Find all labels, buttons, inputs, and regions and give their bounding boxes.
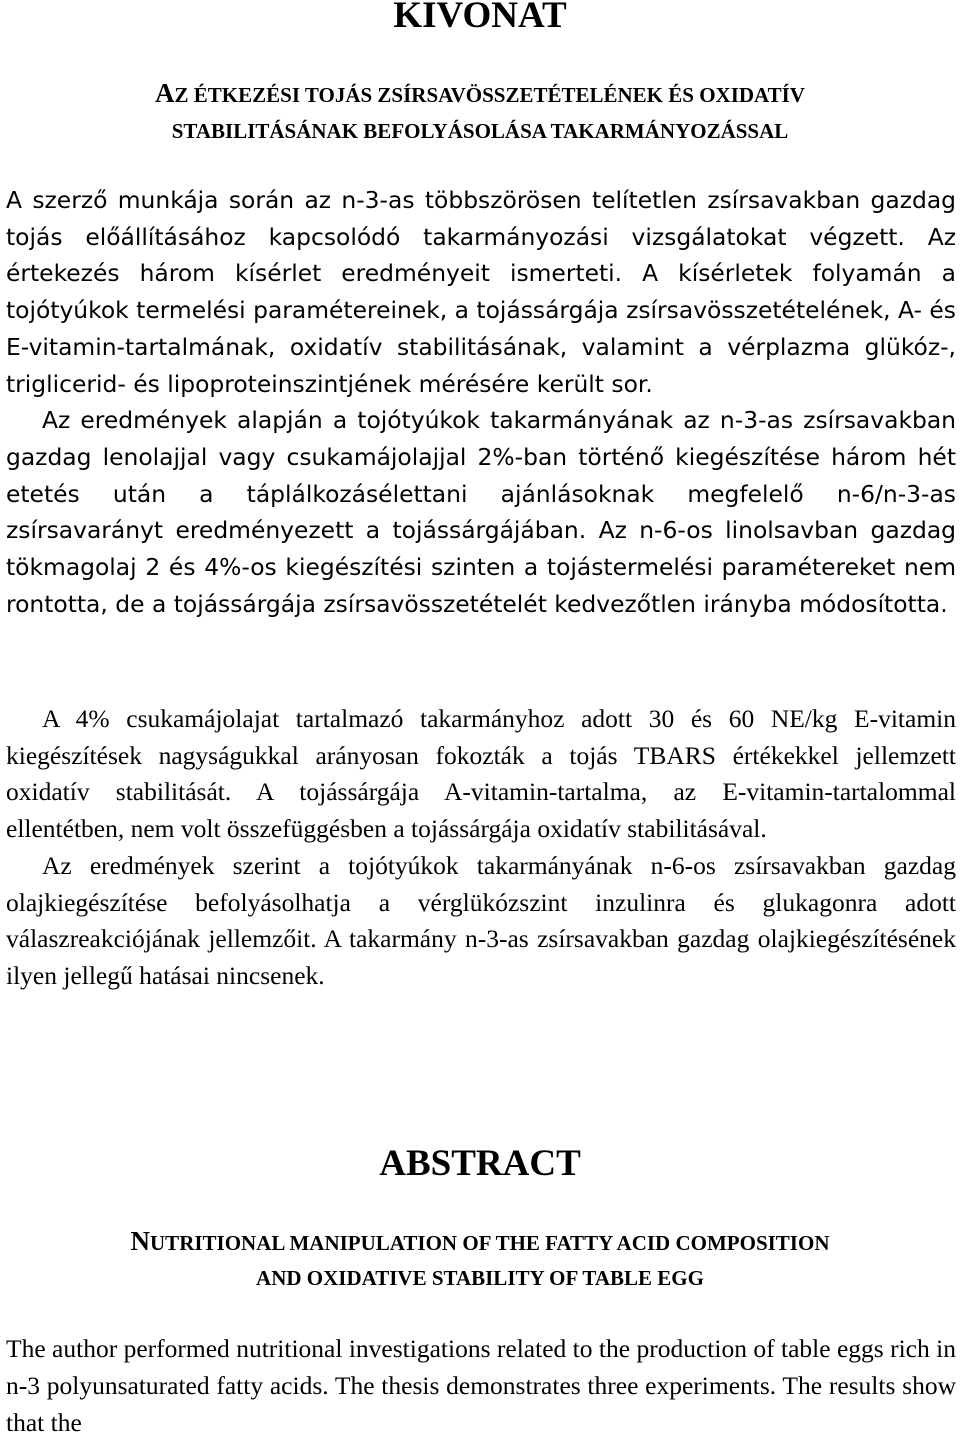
abstract-title: ABSTRACT	[379, 1143, 581, 1184]
abstract-body	[6, 1330, 956, 1445]
kivonat-paragraph-2: Az eredmények alapján a tojótyúkok takarmányának az n-3-as zsírsavakban gazdag lenolajjal vagy csukamájolajjal 2%-ban történő kiegészítése három hét etetés után a táplálkozásélettani ajánlásoknak megfelelő n-6/n-3-as zsírsavarányt eredményezett a tojássárgájában. Az n-6-os linolsavban gazdag tökmagolaj 2 és 4%-os kiegészítési szinten a tojástermelési paramétereket nem rontotta, de a tojássárgája zsírsavösszetételét kedvezőtlen irányba módosította.	[6, 406, 956, 618]
abstract-subtitle-line1	[0, 1222, 960, 1262]
abstract-paragraph-1: The author performed nutritional investigations related to the production of table eggs rich in n-3 polyunsaturated fatty acids. The thesis demonstrates three experiments. The results show that the	[6, 1334, 956, 1437]
kivonat-body-continued	[6, 701, 956, 995]
kivonat-paragraph-3: A 4% csukamájolajat tartalmazó takarmányhoz adott 30 és 60 NE/kg E-vitamin kiegészítések nagyságukkal arányosan fokozták a tojás TBARS értékekkel jellemzett oxidatív stabilitását. A tojássárgája A-vitamin-tartalma, az E-vitamin-tartalommal ellentétben, nem volt összefüggésben a tojássárgája oxidatív stabilitásával.	[6, 704, 956, 844]
kivonat-subtitle-line2	[0, 112, 960, 150]
abstract-subtitle-line2-text: AND OXIDATIVE STABILITY OF TABLE EGG	[256, 1266, 704, 1290]
kivonat-subtitle-line1	[0, 74, 960, 114]
kivonat-title: KIVONAT	[393, 0, 567, 36]
abstract-subtitle-line2	[0, 1259, 960, 1297]
kivonat-subtitle-line2-text: STABILITÁSÁNAK BEFOLYÁSOLÁSA TAKARMÁNYOZÁSSAL	[171, 119, 789, 143]
abstract-subtitle-initial: N	[130, 1226, 151, 1256]
abstract-subtitle-rest: UTRITIONAL MANIPULATION OF THE FATTY ACID COMPOSITION	[150, 1231, 830, 1255]
kivonat-subtitle-rest: Z ÉTKEZÉSI TOJÁS ZSÍRSAVÖSSZETÉTELÉNEK ÉS OXIDATÍV	[174, 83, 805, 107]
kivonat-paragraph-4: Az eredmények szerint a tojótyúkok takarmányának n-6-os zsírsavakban gazdag olajkiegészítése befolyásolhatja a vérglükózszint inzulinra és glukagonra adott válaszreakciójának jellemzőit. A takarmány n-3-as zsírsavakban gazdag olajkiegészítésének ilyen jellegű hatásai nincsenek.	[6, 850, 956, 990]
kivonat-subtitle-initial: A	[155, 78, 175, 108]
kivonat-body	[6, 182, 956, 622]
kivonat-paragraph-1: A szerző munkája során az n-3-as többszörösen telítetlen zsírsavakban gazdag tojás előállításához kapcsolódó takarmányozási vizsgálatokat végzett. Az értekezés három kísérlet eredményeit ismerteti. A kísérletek folyamán a tojótyúkok termelési paramétereinek, a tojássárgája zsírsavösszetételének, A- és E-vitamin-tartalmának, oxidatív stabilitásának, valamint a vérplazma glükóz-, triglicerid- és lipoproteinszintjének mérésére került sor.	[6, 186, 956, 398]
